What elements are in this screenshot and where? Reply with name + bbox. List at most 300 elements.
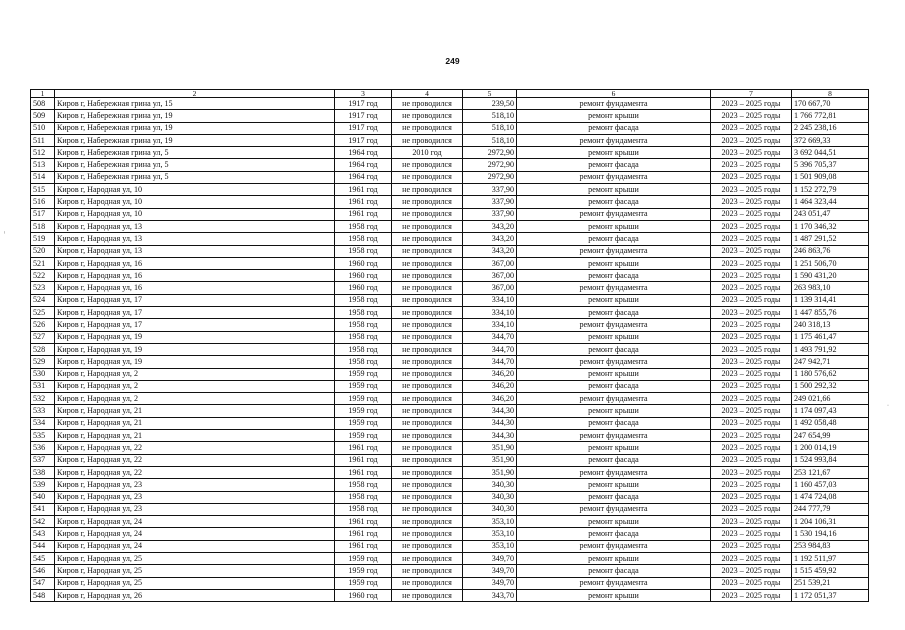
period-cell: 2023 – 2025 годы xyxy=(711,565,792,577)
build-year-cell: 1958 год xyxy=(335,343,392,355)
area-cell: 337,90 xyxy=(463,196,517,208)
row-number-cell: 519 xyxy=(31,233,55,245)
last-repair-cell: не проводился xyxy=(392,552,463,564)
address-cell: Киров г, Народная ул, 23 xyxy=(55,479,335,491)
cost-cell: 1 515 459,92 xyxy=(792,565,869,577)
table-row xyxy=(31,245,869,257)
period-cell: 2023 – 2025 годы xyxy=(711,257,792,269)
work-type-cell: ремонт фасада xyxy=(517,528,711,540)
last-repair-cell: не проводился xyxy=(392,393,463,405)
work-type-cell: ремонт фасада xyxy=(517,233,711,245)
period-cell: 2023 – 2025 годы xyxy=(711,356,792,368)
period-cell: 2023 – 2025 годы xyxy=(711,270,792,282)
build-year-cell: 1958 год xyxy=(335,491,392,503)
scan-mark: ᵗ xyxy=(4,231,6,237)
work-type-cell: ремонт фундамента xyxy=(517,577,711,589)
build-year-cell: 1961 год xyxy=(335,208,392,220)
row-number-cell: 518 xyxy=(31,220,55,232)
table-row xyxy=(31,294,869,306)
area-cell: 349,70 xyxy=(463,552,517,564)
address-cell: Киров г, Народная ул, 21 xyxy=(55,405,335,417)
area-cell: 344,70 xyxy=(463,356,517,368)
area-cell: 340,30 xyxy=(463,479,517,491)
build-year-cell: 1917 год xyxy=(335,134,392,146)
cost-cell: 1 174 097,43 xyxy=(792,405,869,417)
row-number-cell: 533 xyxy=(31,405,55,417)
cost-cell: 1 464 323,44 xyxy=(792,196,869,208)
table-row xyxy=(31,159,869,171)
work-type-cell: ремонт фасада xyxy=(517,565,711,577)
build-year-cell: 1917 год xyxy=(335,98,392,110)
last-repair-cell: не проводился xyxy=(392,98,463,110)
table-row xyxy=(31,491,869,503)
page-number: 249 xyxy=(445,56,460,66)
last-repair-cell: не проводился xyxy=(392,479,463,491)
column-header: 7 xyxy=(711,90,792,98)
last-repair-cell: не проводился xyxy=(392,565,463,577)
table-row xyxy=(31,208,869,220)
repair-schedule-table xyxy=(30,89,869,602)
address-cell: Киров г, Народная ул, 24 xyxy=(55,540,335,552)
area-cell: 518,10 xyxy=(463,110,517,122)
row-number-cell: 534 xyxy=(31,417,55,429)
work-type-cell: ремонт крыши xyxy=(517,516,711,528)
period-cell: 2023 – 2025 годы xyxy=(711,343,792,355)
period-cell: 2023 – 2025 годы xyxy=(711,479,792,491)
address-cell: Киров г, Народная ул, 17 xyxy=(55,319,335,331)
address-cell: Киров г, Народная ул, 23 xyxy=(55,491,335,503)
last-repair-cell: не проводился xyxy=(392,528,463,540)
build-year-cell: 1959 год xyxy=(335,417,392,429)
work-type-cell: ремонт фундамента xyxy=(517,134,711,146)
area-cell: 349,70 xyxy=(463,565,517,577)
cost-cell: 1 493 791,92 xyxy=(792,343,869,355)
table-row xyxy=(31,220,869,232)
table-row xyxy=(31,417,869,429)
cost-cell: 1 152 272,79 xyxy=(792,184,869,196)
last-repair-cell: не проводился xyxy=(392,454,463,466)
cost-cell: 1 170 346,32 xyxy=(792,220,869,232)
table-row xyxy=(31,282,869,294)
work-type-cell: ремонт фундамента xyxy=(517,319,711,331)
address-cell: Киров г, Народная ул, 16 xyxy=(55,257,335,269)
address-cell: Киров г, Набережная грина ул, 19 xyxy=(55,122,335,134)
cost-cell: 1 139 314,41 xyxy=(792,294,869,306)
area-cell: 239,50 xyxy=(463,98,517,110)
period-cell: 2023 – 2025 годы xyxy=(711,528,792,540)
last-repair-cell: не проводился xyxy=(392,380,463,392)
period-cell: 2023 – 2025 годы xyxy=(711,282,792,294)
table-row xyxy=(31,405,869,417)
area-cell: 334,10 xyxy=(463,294,517,306)
build-year-cell: 1960 год xyxy=(335,589,392,601)
period-cell: 2023 – 2025 годы xyxy=(711,540,792,552)
work-type-cell: ремонт фундамента xyxy=(517,245,711,257)
table-row xyxy=(31,98,869,110)
build-year-cell: 1964 год xyxy=(335,171,392,183)
table-row xyxy=(31,503,869,515)
last-repair-cell: не проводился xyxy=(392,417,463,429)
last-repair-cell: не проводился xyxy=(392,503,463,515)
area-cell: 344,30 xyxy=(463,417,517,429)
build-year-cell: 1959 год xyxy=(335,405,392,417)
last-repair-cell: не проводился xyxy=(392,442,463,454)
build-year-cell: 1959 год xyxy=(335,393,392,405)
cost-cell: 1 500 292,32 xyxy=(792,380,869,392)
build-year-cell: 1961 год xyxy=(335,528,392,540)
area-cell: 353,10 xyxy=(463,540,517,552)
address-cell: Киров г, Народная ул, 2 xyxy=(55,380,335,392)
last-repair-cell: 2010 год xyxy=(392,147,463,159)
build-year-cell: 1961 год xyxy=(335,454,392,466)
area-cell: 343,20 xyxy=(463,245,517,257)
address-cell: Киров г, Народная ул, 24 xyxy=(55,528,335,540)
work-type-cell: ремонт крыши xyxy=(517,442,711,454)
work-type-cell: ремонт фундамента xyxy=(517,356,711,368)
build-year-cell: 1964 год xyxy=(335,147,392,159)
row-number-cell: 525 xyxy=(31,307,55,319)
row-number-cell: 512 xyxy=(31,147,55,159)
build-year-cell: 1958 год xyxy=(335,479,392,491)
period-cell: 2023 – 2025 годы xyxy=(711,319,792,331)
work-type-cell: ремонт фундамента xyxy=(517,393,711,405)
period-cell: 2023 – 2025 годы xyxy=(711,368,792,380)
area-cell: 343,20 xyxy=(463,220,517,232)
area-cell: 340,30 xyxy=(463,491,517,503)
area-cell: 349,70 xyxy=(463,577,517,589)
row-number-cell: 544 xyxy=(31,540,55,552)
last-repair-cell: не проводился xyxy=(392,110,463,122)
row-number-cell: 509 xyxy=(31,110,55,122)
area-cell: 334,10 xyxy=(463,307,517,319)
build-year-cell: 1961 год xyxy=(335,196,392,208)
cost-cell: 246 863,76 xyxy=(792,245,869,257)
work-type-cell: ремонт крыши xyxy=(517,552,711,564)
cost-cell: 253 984,83 xyxy=(792,540,869,552)
row-number-cell: 532 xyxy=(31,393,55,405)
address-cell: Киров г, Народная ул, 10 xyxy=(55,208,335,220)
period-cell: 2023 – 2025 годы xyxy=(711,98,792,110)
table-body xyxy=(31,98,869,602)
row-number-cell: 538 xyxy=(31,466,55,478)
last-repair-cell: не проводился xyxy=(392,307,463,319)
cost-cell: 247 654,99 xyxy=(792,430,869,442)
address-cell: Киров г, Народная ул, 13 xyxy=(55,220,335,232)
cost-cell: 1 192 511,97 xyxy=(792,552,869,564)
period-cell: 2023 – 2025 годы xyxy=(711,405,792,417)
period-cell: 2023 – 2025 годы xyxy=(711,331,792,343)
row-number-cell: 531 xyxy=(31,380,55,392)
cost-cell: 1 175 461,47 xyxy=(792,331,869,343)
row-number-cell: 529 xyxy=(31,356,55,368)
last-repair-cell: не проводился xyxy=(392,134,463,146)
address-cell: Киров г, Народная ул, 19 xyxy=(55,356,335,368)
address-cell: Киров г, Народная ул, 23 xyxy=(55,503,335,515)
address-cell: Киров г, Народная ул, 13 xyxy=(55,245,335,257)
last-repair-cell: не проводился xyxy=(392,343,463,355)
row-number-cell: 539 xyxy=(31,479,55,491)
row-number-cell: 515 xyxy=(31,184,55,196)
address-cell: Киров г, Набережная грина ул, 5 xyxy=(55,147,335,159)
last-repair-cell: не проводился xyxy=(392,245,463,257)
work-type-cell: ремонт фундамента xyxy=(517,430,711,442)
row-number-cell: 513 xyxy=(31,159,55,171)
build-year-cell: 1958 год xyxy=(335,319,392,331)
period-cell: 2023 – 2025 годы xyxy=(711,294,792,306)
area-cell: 346,20 xyxy=(463,380,517,392)
table-row xyxy=(31,466,869,478)
area-cell: 337,90 xyxy=(463,184,517,196)
table-row xyxy=(31,516,869,528)
last-repair-cell: не проводился xyxy=(392,577,463,589)
row-number-cell: 546 xyxy=(31,565,55,577)
cost-cell: 244 777,79 xyxy=(792,503,869,515)
address-cell: Киров г, Набережная грина ул, 15 xyxy=(55,98,335,110)
period-cell: 2023 – 2025 годы xyxy=(711,134,792,146)
work-type-cell: ремонт фасада xyxy=(517,491,711,503)
cost-cell: 170 667,70 xyxy=(792,98,869,110)
table-row xyxy=(31,430,869,442)
table-row xyxy=(31,134,869,146)
build-year-cell: 1958 год xyxy=(335,294,392,306)
last-repair-cell: не проводился xyxy=(392,294,463,306)
last-repair-cell: не проводился xyxy=(392,331,463,343)
work-type-cell: ремонт крыши xyxy=(517,368,711,380)
row-number-cell: 522 xyxy=(31,270,55,282)
table-row xyxy=(31,479,869,491)
address-cell: Киров г, Набережная грина ул, 5 xyxy=(55,159,335,171)
table-row xyxy=(31,540,869,552)
row-number-cell: 530 xyxy=(31,368,55,380)
cost-cell: 1 501 909,08 xyxy=(792,171,869,183)
address-cell: Киров г, Набережная грина ул, 19 xyxy=(55,134,335,146)
address-cell: Киров г, Народная ул, 25 xyxy=(55,565,335,577)
last-repair-cell: не проводился xyxy=(392,270,463,282)
last-repair-cell: не проводился xyxy=(392,257,463,269)
build-year-cell: 1958 год xyxy=(335,331,392,343)
table-row xyxy=(31,270,869,282)
row-number-cell: 535 xyxy=(31,430,55,442)
column-header: 4 xyxy=(392,90,463,98)
area-cell: 367,00 xyxy=(463,270,517,282)
period-cell: 2023 – 2025 годы xyxy=(711,516,792,528)
cost-cell: 2 245 238,16 xyxy=(792,122,869,134)
area-cell: 343,20 xyxy=(463,233,517,245)
table-row xyxy=(31,380,869,392)
period-cell: 2023 – 2025 годы xyxy=(711,245,792,257)
area-cell: 351,90 xyxy=(463,442,517,454)
address-cell: Киров г, Народная ул, 17 xyxy=(55,307,335,319)
row-number-cell: 543 xyxy=(31,528,55,540)
table-row xyxy=(31,343,869,355)
cost-cell: 1 524 993,84 xyxy=(792,454,869,466)
row-number-cell: 547 xyxy=(31,577,55,589)
build-year-cell: 1958 год xyxy=(335,245,392,257)
table-row xyxy=(31,356,869,368)
period-cell: 2023 – 2025 годы xyxy=(711,122,792,134)
area-cell: 518,10 xyxy=(463,122,517,134)
cost-cell: 1 251 506,70 xyxy=(792,257,869,269)
period-cell: 2023 – 2025 годы xyxy=(711,466,792,478)
address-cell: Киров г, Народная ул, 26 xyxy=(55,589,335,601)
address-cell: Киров г, Народная ул, 24 xyxy=(55,516,335,528)
row-number-cell: 540 xyxy=(31,491,55,503)
work-type-cell: ремонт фасада xyxy=(517,270,711,282)
row-number-cell: 508 xyxy=(31,98,55,110)
period-cell: 2023 – 2025 годы xyxy=(711,184,792,196)
period-cell: 2023 – 2025 годы xyxy=(711,380,792,392)
build-year-cell: 1959 год xyxy=(335,368,392,380)
build-year-cell: 1960 год xyxy=(335,257,392,269)
area-cell: 340,30 xyxy=(463,503,517,515)
table-row xyxy=(31,147,869,159)
period-cell: 2023 – 2025 годы xyxy=(711,442,792,454)
cost-cell: 1 487 291,52 xyxy=(792,233,869,245)
table-row xyxy=(31,319,869,331)
row-number-cell: 545 xyxy=(31,552,55,564)
address-cell: Киров г, Народная ул, 21 xyxy=(55,430,335,442)
table-row xyxy=(31,552,869,564)
build-year-cell: 1959 год xyxy=(335,565,392,577)
build-year-cell: 1960 год xyxy=(335,270,392,282)
last-repair-cell: не проводился xyxy=(392,356,463,368)
build-year-cell: 1958 год xyxy=(335,503,392,515)
area-cell: 334,10 xyxy=(463,319,517,331)
work-type-cell: ремонт крыши xyxy=(517,479,711,491)
column-header: 5 xyxy=(463,90,517,98)
period-cell: 2023 – 2025 годы xyxy=(711,147,792,159)
work-type-cell: ремонт фундамента xyxy=(517,282,711,294)
last-repair-cell: не проводился xyxy=(392,589,463,601)
cost-cell: 243 051,47 xyxy=(792,208,869,220)
work-type-cell: ремонт фасада xyxy=(517,122,711,134)
row-number-cell: 541 xyxy=(31,503,55,515)
area-cell: 351,90 xyxy=(463,466,517,478)
area-cell: 337,90 xyxy=(463,208,517,220)
table-row xyxy=(31,233,869,245)
period-cell: 2023 – 2025 годы xyxy=(711,589,792,601)
cost-cell: 1 200 014,19 xyxy=(792,442,869,454)
build-year-cell: 1961 год xyxy=(335,466,392,478)
period-cell: 2023 – 2025 годы xyxy=(711,454,792,466)
table-row xyxy=(31,331,869,343)
cost-cell: 1 160 457,03 xyxy=(792,479,869,491)
cost-cell: 240 318,13 xyxy=(792,319,869,331)
work-type-cell: ремонт фасада xyxy=(517,417,711,429)
build-year-cell: 1959 год xyxy=(335,577,392,589)
address-cell: Киров г, Народная ул, 22 xyxy=(55,454,335,466)
period-cell: 2023 – 2025 годы xyxy=(711,552,792,564)
period-cell: 2023 – 2025 годы xyxy=(711,417,792,429)
table-row xyxy=(31,171,869,183)
column-header: 6 xyxy=(517,90,711,98)
area-cell: 518,10 xyxy=(463,134,517,146)
work-type-cell: ремонт фундамента xyxy=(517,466,711,478)
work-type-cell: ремонт крыши xyxy=(517,147,711,159)
table-row xyxy=(31,196,869,208)
cost-cell: 253 121,67 xyxy=(792,466,869,478)
work-type-cell: ремонт фундамента xyxy=(517,171,711,183)
table-row xyxy=(31,368,869,380)
work-type-cell: ремонт крыши xyxy=(517,257,711,269)
address-cell: Киров г, Набережная грина ул, 5 xyxy=(55,171,335,183)
cost-cell: 249 021,66 xyxy=(792,393,869,405)
work-type-cell: ремонт фасада xyxy=(517,380,711,392)
last-repair-cell: не проводился xyxy=(392,368,463,380)
address-cell: Киров г, Народная ул, 16 xyxy=(55,282,335,294)
column-header: 8 xyxy=(792,90,869,98)
last-repair-cell: не проводился xyxy=(392,540,463,552)
build-year-cell: 1961 год xyxy=(335,540,392,552)
address-cell: Киров г, Народная ул, 17 xyxy=(55,294,335,306)
address-cell: Киров г, Народная ул, 10 xyxy=(55,184,335,196)
address-cell: Киров г, Народная ул, 10 xyxy=(55,196,335,208)
cost-cell: 1 530 194,16 xyxy=(792,528,869,540)
table-row xyxy=(31,307,869,319)
area-cell: 346,20 xyxy=(463,368,517,380)
cost-cell: 1 204 106,31 xyxy=(792,516,869,528)
table-row xyxy=(31,442,869,454)
build-year-cell: 1959 год xyxy=(335,552,392,564)
last-repair-cell: не проводился xyxy=(392,516,463,528)
work-type-cell: ремонт фасада xyxy=(517,454,711,466)
column-header: 3 xyxy=(335,90,392,98)
cost-cell: 1 766 772,81 xyxy=(792,110,869,122)
build-year-cell: 1958 год xyxy=(335,220,392,232)
last-repair-cell: не проводился xyxy=(392,466,463,478)
build-year-cell: 1959 год xyxy=(335,380,392,392)
row-number-cell: 524 xyxy=(31,294,55,306)
work-type-cell: ремонт крыши xyxy=(517,589,711,601)
period-cell: 2023 – 2025 годы xyxy=(711,159,792,171)
area-cell: 367,00 xyxy=(463,282,517,294)
build-year-cell: 1958 год xyxy=(335,233,392,245)
cost-cell: 1 180 576,62 xyxy=(792,368,869,380)
area-cell: 344,30 xyxy=(463,405,517,417)
work-type-cell: ремонт крыши xyxy=(517,294,711,306)
area-cell: 351,90 xyxy=(463,454,517,466)
address-cell: Киров г, Народная ул, 2 xyxy=(55,368,335,380)
cost-cell: 1 447 855,76 xyxy=(792,307,869,319)
address-cell: Киров г, Народная ул, 22 xyxy=(55,466,335,478)
address-cell: Киров г, Народная ул, 21 xyxy=(55,417,335,429)
cost-cell: 263 983,10 xyxy=(792,282,869,294)
last-repair-cell: не проводился xyxy=(392,405,463,417)
table-row xyxy=(31,528,869,540)
last-repair-cell: не проводился xyxy=(392,159,463,171)
last-repair-cell: не проводился xyxy=(392,196,463,208)
table-row xyxy=(31,454,869,466)
row-number-cell: 520 xyxy=(31,245,55,257)
area-cell: 367,00 xyxy=(463,257,517,269)
last-repair-cell: не проводился xyxy=(392,233,463,245)
last-repair-cell: не проводился xyxy=(392,319,463,331)
row-number-cell: 537 xyxy=(31,454,55,466)
row-number-cell: 526 xyxy=(31,319,55,331)
cost-cell: 3 692 044,51 xyxy=(792,147,869,159)
cost-cell: 1 590 431,20 xyxy=(792,270,869,282)
row-number-cell: 521 xyxy=(31,257,55,269)
area-cell: 353,10 xyxy=(463,516,517,528)
row-number-cell: 514 xyxy=(31,171,55,183)
work-type-cell: ремонт фасада xyxy=(517,307,711,319)
build-year-cell: 1917 год xyxy=(335,122,392,134)
column-header: 1 xyxy=(31,90,55,98)
build-year-cell: 1959 год xyxy=(335,430,392,442)
address-cell: Киров г, Народная ул, 22 xyxy=(55,442,335,454)
row-number-cell: 542 xyxy=(31,516,55,528)
area-cell: 344,30 xyxy=(463,430,517,442)
